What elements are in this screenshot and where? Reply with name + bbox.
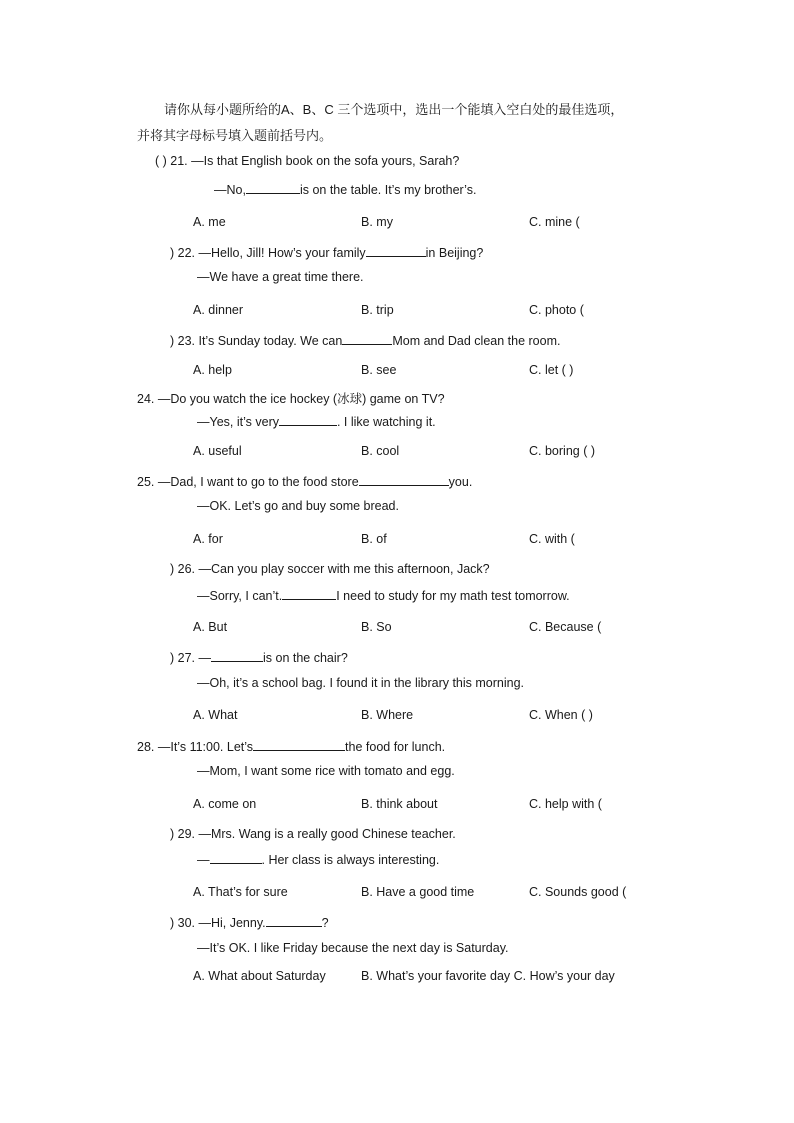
question-24: 24. —Do you watch the ice hockey (冰球) game on TV? [137,392,445,406]
option-c: C. help with ( [529,797,602,811]
question-22-reply: —We have a great time there. [197,270,364,284]
question-25-reply: —OK. Let’s go and buy some bread. [197,499,399,513]
option-a: A. dinner [193,303,244,317]
answer-blank [342,332,392,345]
question-24-reply [197,413,436,430]
reply-text: . I like watching it. [336,415,436,429]
option-a: A. useful [193,444,242,458]
option-c: C. When ( ) [529,708,593,722]
question-text: the food for lunch. [345,740,446,754]
question-30-reply: —It’s OK. I like Friday because the next day is Saturday. [197,941,509,955]
answer-blank [210,851,262,864]
option-b: B. Have a good time [361,885,475,899]
option-b: B. of [361,532,387,546]
option-c: C. mine ( [529,215,580,229]
question-29: ) 29. —Mrs. Wang is a really good Chinese teacher. [170,827,456,841]
option-c: C. boring ( ) [529,444,595,458]
answer-blank [266,914,322,927]
option-a: A. help [193,363,232,377]
answer-blank [253,738,345,751]
question-23 [170,332,560,349]
option-b: B. cool [361,444,400,458]
question-29-reply [197,851,439,868]
answer-blank [246,181,300,194]
reply-text: . Her class is always interesting. [261,853,440,867]
reply-text: I need to study for my math test tomorrow. [336,589,570,603]
instructions-line-2: 并将其字母标号填入题前括号内。 [137,128,333,143]
question-27-reply: —Oh, it’s a school bag. I found it in the library this morning. [197,676,525,690]
option-c: C. photo ( [529,303,584,317]
reply-text: —Yes, it’s very [197,415,279,429]
reply-text: — [197,853,210,867]
option-b: B. trip [361,303,394,317]
question-text: Mom and Dad clean the room. [392,334,561,348]
question-21: ( ) 21. —Is that English book on the sofa yours, Sarah? [155,154,460,168]
question-text: ) 30. —Hi, Jenny. [170,916,266,930]
question-30 [170,914,329,931]
question-text: ) 22. —Hello, Jill! How’s your family [170,246,366,260]
question-text: is on the chair? [263,651,348,665]
question-text: ) 23. It’s Sunday today. We can [170,334,343,348]
reply-text: is on the table. It’s my brother’s. [299,183,477,197]
option-a: A. me [193,215,226,229]
option-c: C. with ( [529,532,575,546]
question-26: ) 26. —Can you play soccer with me this afternoon, Jack? [170,562,490,576]
question-28-reply: —Mom, I want some rice with tomato and egg. [197,764,455,778]
question-22 [170,244,483,261]
reply-text: —Sorry, I can’t. [197,589,283,603]
reply-text: —No, [214,183,246,197]
option-a: A. for [193,532,223,546]
question-27 [170,649,348,666]
question-26-reply [197,587,570,604]
answer-blank [211,649,263,662]
option-b: B. Where [361,708,414,722]
question-text: in Beijing? [425,246,484,260]
option-a: A. But [193,620,228,634]
instructions-line-1: 请你从每小题所给的A、B、C 三个选项中，选出一个能填入空白处的最佳选项， [164,102,624,117]
question-text: ? [321,916,329,930]
option-a: A. What [193,708,238,722]
question-21-reply [214,181,476,198]
question-28 [137,738,445,755]
option-c: C. Because ( [529,620,602,634]
option-b: B. So [361,620,392,634]
question-text: 28. —It’s 11:00. Let’s [137,740,254,754]
option-b: B. my [361,215,393,229]
answer-blank [279,413,337,426]
option-b-and-c: B. What’s your favorite day C. How’s your day [361,969,615,983]
option-a: A. What about Saturday [193,969,326,983]
question-text: 25. —Dad, I want to go to the food store [137,475,359,489]
option-b: B. see [361,363,397,377]
option-a: A. come on [193,797,257,811]
question-25 [137,473,472,490]
option-b: B. think about [361,797,438,811]
question-text: ) 27. — [170,651,211,665]
option-c: C. Sounds good ( [529,885,627,899]
option-c: C. let ( ) [529,363,574,377]
answer-blank [366,244,426,257]
answer-blank [282,587,336,600]
option-a: A. That’s for sure [193,885,288,899]
question-text: you. [448,475,473,489]
answer-blank [359,473,449,486]
